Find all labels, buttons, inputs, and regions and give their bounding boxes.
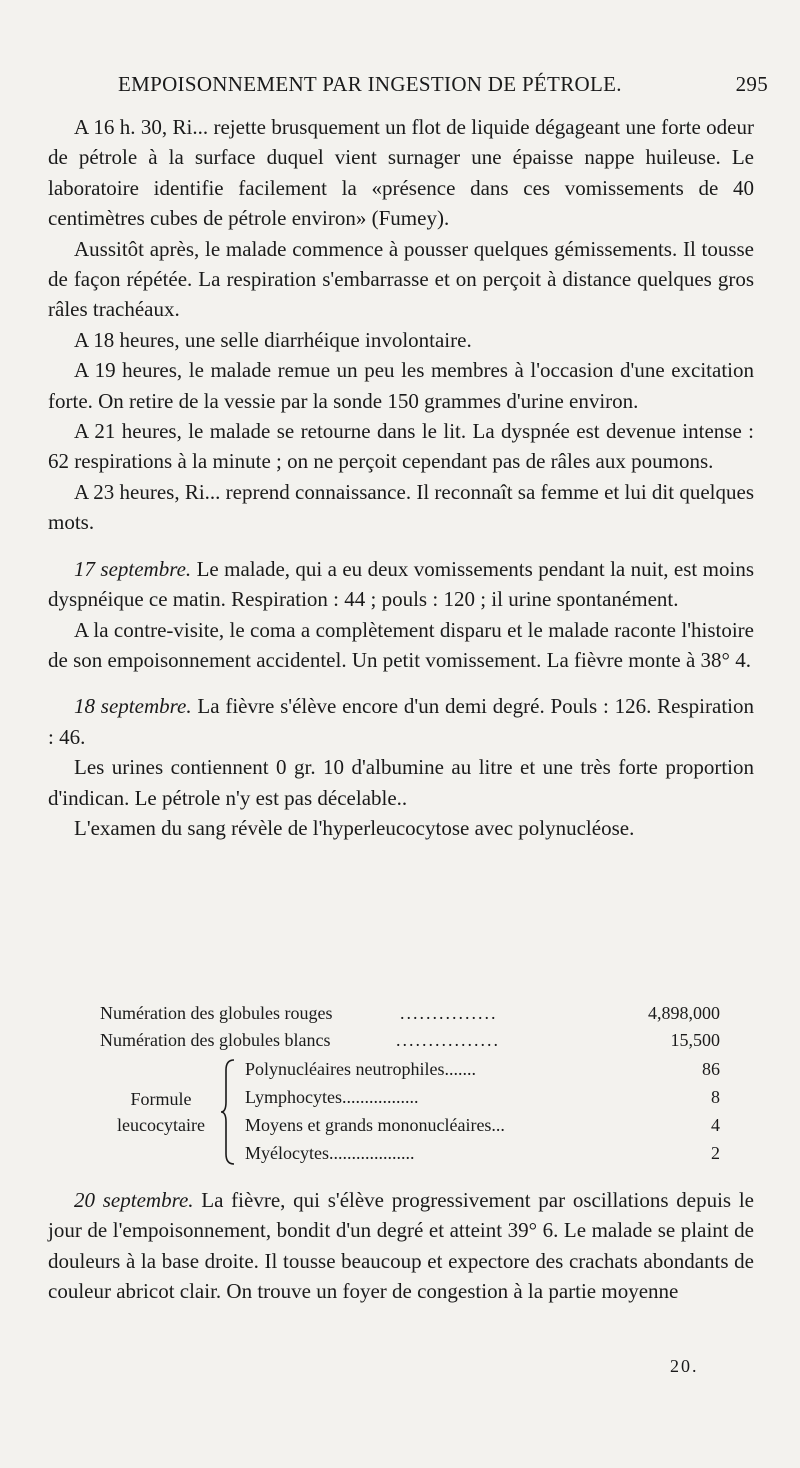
row-value: 8 xyxy=(711,1087,720,1107)
paragraph: A 19 heures, le malade remue un peu les membres à l'occasion d'une excitation forte. On retire de la vessie par la sonde 150 grammes d'urine environ. xyxy=(48,358,754,413)
page-number: 295 xyxy=(735,72,768,96)
table-row xyxy=(245,1056,720,1083)
entry-paragraph xyxy=(48,615,754,676)
row-label: Numération des globules rouges xyxy=(100,1003,333,1023)
table-row xyxy=(100,1000,720,1027)
paragraph: A 21 heures, le malade se retourne dans le lit. La dyspnée est devenue intense : 62 respirations à la minute ; on ne perçoit cependant pas de râles aux poumons. xyxy=(48,419,754,474)
row-label: Moyens et grands mononucléaires... xyxy=(245,1115,505,1135)
entry-paragraph xyxy=(48,1185,754,1307)
row-label: Myélocytes................... xyxy=(245,1143,415,1163)
row-value: 4 xyxy=(711,1115,720,1135)
paragraph: A 23 heures, Ri... reprend connaissance. Il reconnaît sa femme et lui dit quelques mots. xyxy=(48,479,754,535)
entry-text: La fièvre, qui s'élève progressivement par oscillations depuis le jour de l'empoisonnement, bondit d'un degré et atteint 39° 6. Le malade se plaint de douleurs à la base droite. Il tousse beaucoup et expectore des crachats abondants de couleur abricot clair. On trouve un foyer de congestion à la partie moyenne xyxy=(48,1188,754,1304)
running-title: EMPOISONNEMENT PAR INGESTION DE PÉTROLE. xyxy=(118,72,622,96)
entry-text: L'examen du sang révèle de l'hyperleucocytose avec polynucléose. xyxy=(74,815,635,840)
row-value: 15,500 xyxy=(670,1030,720,1050)
paragraph: A 18 heures, une selle diarrhéique involontaire. xyxy=(74,327,472,352)
paragraph: Aussitôt après, le malade commence à pousser quelques gémissements. Il tousse de façon répétée. La respiration s'embarrasse et on perçoit à distance quelques gros râles trachéaux. xyxy=(48,236,754,322)
entry-paragraph xyxy=(48,813,754,843)
entry-text: Le malade, qui a eu deux vomissements pendant la nuit, est moins dyspnéique ce matin. Respiration : 44 ; pouls : 120 ; il urine spontanément. xyxy=(48,556,755,612)
blood-count-table xyxy=(100,1000,720,1168)
row-value: 4,898,000 xyxy=(648,1003,720,1023)
signature-mark: 20. xyxy=(670,1356,699,1376)
entry-date: 18 septembre. xyxy=(74,694,192,719)
paragraph: A 16 h. 30, Ri... rejette brusquement un flot de liquide dégageant une forte odeur de pétrole à la surface duquel vient surnager une épaisse nappe huileuse. Le laboratoire identifie facilement la «présence dans ces vomissements de 40 centimètres cubes de pétrole environ» (Fumey). xyxy=(48,115,754,231)
entry-paragraph xyxy=(48,752,754,813)
entry-paragraph xyxy=(48,554,754,615)
table-row xyxy=(100,1027,720,1054)
brace-icon xyxy=(220,1058,238,1166)
formula-label-line: Formule xyxy=(130,1089,192,1109)
leukocyte-formula xyxy=(100,1056,720,1168)
table-row xyxy=(245,1140,720,1167)
row-label: Polynucléaires neutrophiles....... xyxy=(245,1059,476,1079)
entry-text: A la contre-visite, le coma a complètement disparu et le malade raconte l'histoire de son empoisonnement accidentel. Un petit vomissement. La fièvre monte à 38° 4. xyxy=(48,617,754,672)
entry-paragraph xyxy=(48,691,754,752)
entry-text: Les urines contiennent 0 gr. 10 d'albumine au litre et une très forte proportion d'indican. Le pétrole n'y est pas décelable.. xyxy=(48,755,754,810)
body-text xyxy=(48,112,754,843)
final-paragraph-block xyxy=(48,1185,754,1307)
table-row xyxy=(245,1084,720,1111)
leader-dots: ............... xyxy=(400,1003,498,1023)
entry-text: La fièvre s'élève encore d'un demi degré. Pouls : 126. Respiration : 46. xyxy=(48,694,754,749)
row-value: 86 xyxy=(702,1059,720,1079)
running-header xyxy=(100,68,768,102)
leader-dots: ................ xyxy=(396,1030,500,1050)
formula-label-line: leucocytaire xyxy=(117,1115,205,1135)
entry-date: 20 septembre. xyxy=(74,1188,194,1212)
row-value: 2 xyxy=(711,1143,720,1163)
formula-label xyxy=(106,1086,216,1138)
row-label: Numération des globules blancs xyxy=(100,1030,331,1050)
table-row xyxy=(245,1112,720,1139)
row-label: Lymphocytes................. xyxy=(245,1087,419,1107)
entry-date: 17 septembre. xyxy=(74,556,192,581)
